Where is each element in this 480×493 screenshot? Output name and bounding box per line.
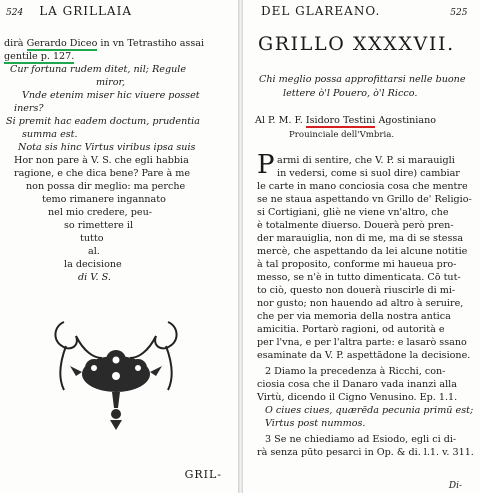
right-text-line: esaminate da V. P. aspettādone la decisione. <box>257 350 471 361</box>
right-text-line: ciosia cosa che il Danaro vada inanzi alla <box>257 379 457 390</box>
right-text-line: 3 Se ne chiediamo ad Esiodo, egli ci di- <box>265 434 457 445</box>
left-text-line: Hor non pare à V. S. che egli habbia <box>14 155 189 166</box>
left-text-line: al. <box>88 246 100 257</box>
left-text-line: iners? <box>14 103 44 114</box>
chapter-title: GRILLO XXXXVII. <box>258 33 455 55</box>
left-text-line: nel mio credere, peu- <box>48 207 153 218</box>
left-text-line: Si premit hac eadem doctum, prudentia <box>6 116 200 127</box>
left-text-line: temo rimanere ingannato <box>42 194 166 205</box>
left-text-line: miror, <box>96 77 126 88</box>
right-text-line: amicitia. Portarò ragioni, od autorità e <box>257 324 445 335</box>
right-head-title: DEL GLAREANO. <box>261 4 381 18</box>
right-text-line: to ciò, questo non douerà riuscirle di mi- <box>257 285 456 296</box>
right-text-line: à tal proposito, conforme mi haueua pro- <box>257 259 457 270</box>
left-text-line: Nota sis hinc Virtus viribus ipsa suis <box>18 142 196 153</box>
left-page <box>0 0 238 493</box>
left-text-line: non possa dir meglio: ma perche <box>26 181 186 192</box>
right-catchword: Di- <box>448 481 462 491</box>
left-catchword: GRIL- <box>184 468 222 481</box>
right-text-line: rà senza pūto pesarci in Op. & di. l.1. v. 311. <box>257 447 474 458</box>
right-text-line: Virtù, dicendo il Cigno Venusino. Ep. 1.1. <box>257 392 458 403</box>
right-page <box>243 0 480 493</box>
left-head-title: LA GRILLAIA <box>39 4 133 18</box>
left-page-number: 524 <box>6 8 24 18</box>
left-text-line: la decisione <box>64 259 122 270</box>
floral-wreath-ornament-icon <box>46 312 186 432</box>
right-text-line: mercè, che aspettando da lei alcune notitie <box>257 246 468 257</box>
left-running-head <box>6 4 132 18</box>
left-text-line: so rimettere il <box>64 220 134 231</box>
line-segment: dirà <box>4 38 27 49</box>
right-text-line <box>255 115 436 127</box>
right-text-line: messo, se n'è in tutto dimenticata. Cō tut- <box>257 272 461 283</box>
highlighted-citation: gentile p. 127. <box>4 51 75 62</box>
highlighted-name: Isidoro Testini <box>305 115 376 126</box>
line-segment: Agostiniano <box>375 115 437 126</box>
right-text-line: O ciues ciues, quærēda pecunia primū est; <box>265 405 474 416</box>
right-text-line: si Cortigiani, gliè ne viene vn'altro, che <box>257 207 449 218</box>
right-text-line: che per via memoria della nostra antica <box>257 311 451 322</box>
line-segment: in vn Tetrastiho assai <box>97 38 205 49</box>
left-text-line: tutto <box>80 233 104 244</box>
right-text-line: lettere ò'l Pouero, ò'l Ricco. <box>283 88 418 99</box>
right-text-line: Prouinciale dell'Vmbria. <box>289 130 395 140</box>
highlighted-name: Gerardo Diceo <box>26 38 98 49</box>
right-text-line: in vedersi, come si suol dire) cambiar <box>277 168 460 179</box>
right-text-line: se ne staua aspettando vn Grillo de' Religio- <box>257 194 472 205</box>
left-text-line: summa est. <box>22 129 78 140</box>
right-text-line: è totalmente diuerso. Douerà però pren- <box>257 220 454 231</box>
left-text-line: di V. S. <box>78 272 111 283</box>
right-text-line: der marauiglia, non di me, ma di se stessa <box>257 233 464 244</box>
right-text-line: Chi meglio possa approfittarsi nelle buone <box>259 74 466 85</box>
left-text-line: Cur fortuna rudem ditet, nil; Regule <box>10 64 187 75</box>
right-text-line: nor gusto; non hauendo ad altro à seruire, <box>257 298 464 309</box>
right-text-line: per l'vna, e per l'altra parte: e lasarò ssano <box>257 337 467 348</box>
drop-cap: P <box>257 150 275 180</box>
left-text-line: ragione, e che dica bene? Pare à me <box>14 168 191 179</box>
right-text-line: 2 Diamo la precedenza à Ricchi, con- <box>265 366 446 377</box>
right-text-line: le carte in mano conciosia cosa che mentre <box>257 181 468 192</box>
right-page-number: 525 <box>450 8 468 18</box>
left-text-line <box>4 38 204 50</box>
left-text-line <box>4 51 74 63</box>
right-text-line: Virtus post nummos. <box>265 418 366 429</box>
right-running-head <box>261 4 467 18</box>
left-text-line: Vnde etenim miser hic viuere posset <box>22 90 200 101</box>
right-text-line: armi di sentire, che V. P. si marauigli <box>277 155 455 166</box>
line-segment: Al P. M. F. <box>255 115 306 126</box>
